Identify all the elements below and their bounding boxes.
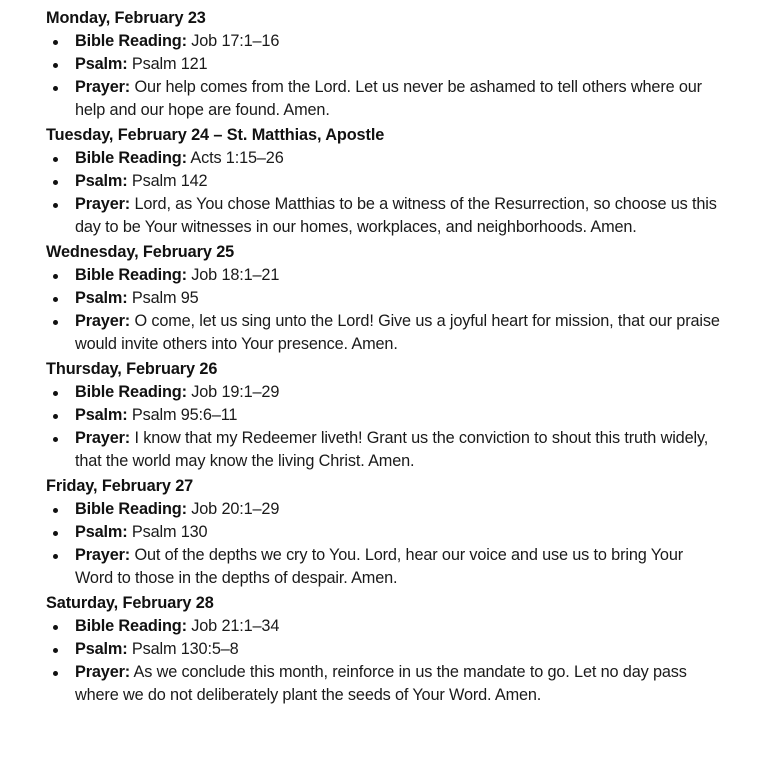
item-text: Job 20:1–29: [186, 500, 280, 518]
item-text: Out of the depths we cry to You. Lord, hear our voice and use us to bring Your Word to those in the depths of despair. Amen.: [75, 546, 684, 587]
item-text: Lord, as You chose Matthias to be a witness of the Resurrection, so choose us this day to be Your witnesses in our homes, workplaces, and neighborhoods. Amen.: [75, 195, 717, 236]
psalm-item: [46, 287, 725, 310]
bullet-icon: [53, 625, 58, 630]
reading-list: [46, 30, 722, 122]
day-section-saturday: [46, 592, 722, 707]
reading-list: [46, 381, 722, 473]
item-text: Psalm 142: [127, 172, 208, 190]
bullet-icon: [53, 40, 58, 45]
bullet-icon: [53, 414, 58, 419]
item-text: Acts 1:15–26: [186, 149, 284, 167]
item-text: Psalm 95: [127, 289, 199, 307]
item-label: Prayer:: [75, 546, 131, 564]
item-label: Prayer:: [75, 663, 131, 681]
item-label: Bible Reading:: [75, 32, 187, 50]
item-label: Bible Reading:: [75, 617, 187, 635]
bullet-icon: [53, 508, 58, 513]
day-section-wednesday: [46, 241, 722, 356]
psalm-item: [46, 638, 725, 661]
item-label: Prayer:: [75, 78, 131, 96]
day-section-monday: [46, 7, 722, 122]
bullet-icon: [53, 437, 58, 442]
item-text: Job 17:1–16: [186, 32, 280, 50]
prayer-item: [46, 427, 725, 473]
item-label: Bible Reading:: [75, 383, 187, 401]
item-label: Psalm:: [75, 406, 128, 424]
item-label: Bible Reading:: [75, 266, 187, 284]
bible-reading-item: [46, 498, 725, 521]
prayer-item: [46, 661, 725, 707]
item-label: Psalm:: [75, 55, 128, 73]
day-heading: Monday, February 23: [46, 9, 206, 27]
item-text: Our help comes from the Lord. Let us never be ashamed to tell others where our help and our hope are found. Amen.: [75, 78, 702, 119]
item-text: As we conclude this month, reinforce in us the mandate to go. Let no day pass where we do not deliberately plant the seeds of Your Word. Amen.: [75, 663, 687, 704]
bullet-icon: [53, 297, 58, 302]
bullet-icon: [53, 180, 58, 185]
psalm-item: [46, 170, 725, 193]
bullet-icon: [53, 86, 58, 91]
item-label: Bible Reading:: [75, 500, 187, 518]
bullet-icon: [53, 391, 58, 396]
item-text: Psalm 121: [127, 55, 208, 73]
bullet-icon: [53, 671, 58, 676]
prayer-item: [46, 193, 725, 239]
item-label: Prayer:: [75, 195, 131, 213]
item-text: I know that my Redeemer liveth! Grant us the conviction to shout this truth widely, that the world may know the living Christ. Amen.: [75, 429, 709, 470]
prayer-item: [46, 544, 725, 590]
day-section-tuesday: [46, 124, 722, 239]
day-heading: Friday, February 27: [46, 477, 194, 495]
item-text: Job 19:1–29: [186, 383, 280, 401]
bullet-icon: [53, 274, 58, 279]
item-text: Psalm 95:6–11: [127, 406, 238, 424]
item-text: Job 18:1–21: [186, 266, 280, 284]
psalm-item: [46, 53, 725, 76]
prayer-item: [46, 310, 725, 356]
bullet-icon: [53, 648, 58, 653]
bullet-icon: [53, 320, 58, 325]
item-label: Bible Reading:: [75, 149, 187, 167]
psalm-item: [46, 404, 725, 427]
item-label: Psalm:: [75, 523, 128, 541]
day-heading: Saturday, February 28: [46, 594, 214, 612]
item-label: Psalm:: [75, 640, 128, 658]
item-text: Psalm 130:5–8: [127, 640, 239, 658]
day-heading: Thursday, February 26: [46, 360, 218, 378]
bible-reading-item: [46, 615, 725, 638]
bullet-icon: [53, 203, 58, 208]
bullet-icon: [53, 554, 58, 559]
bible-reading-item: [46, 147, 725, 170]
day-section-thursday: [46, 358, 722, 473]
bullet-icon: [53, 531, 58, 536]
day-section-friday: [46, 475, 722, 590]
bible-reading-item: [46, 381, 725, 404]
item-label: Prayer:: [75, 429, 131, 447]
bible-reading-item: [46, 264, 725, 287]
bullet-icon: [53, 157, 58, 162]
psalm-item: [46, 521, 725, 544]
reading-list: [46, 147, 722, 239]
reading-list: [46, 264, 722, 356]
bullet-icon: [53, 63, 58, 68]
item-text: Job 21:1–34: [186, 617, 280, 635]
item-label: Psalm:: [75, 172, 128, 190]
item-label: Prayer:: [75, 312, 131, 330]
day-heading: Wednesday, February 25: [46, 243, 235, 261]
reading-list: [46, 615, 722, 707]
bible-reading-item: [46, 30, 725, 53]
item-text: Psalm 130: [127, 523, 208, 541]
item-text: O come, let us sing unto the Lord! Give us a joyful heart for mission, that our praise would invite others into Your presence. Amen.: [75, 312, 720, 353]
prayer-item: [46, 76, 725, 122]
day-heading: Tuesday, February 24 – St. Matthias, Apostle: [46, 126, 385, 144]
reading-list: [46, 498, 722, 590]
item-label: Psalm:: [75, 289, 128, 307]
